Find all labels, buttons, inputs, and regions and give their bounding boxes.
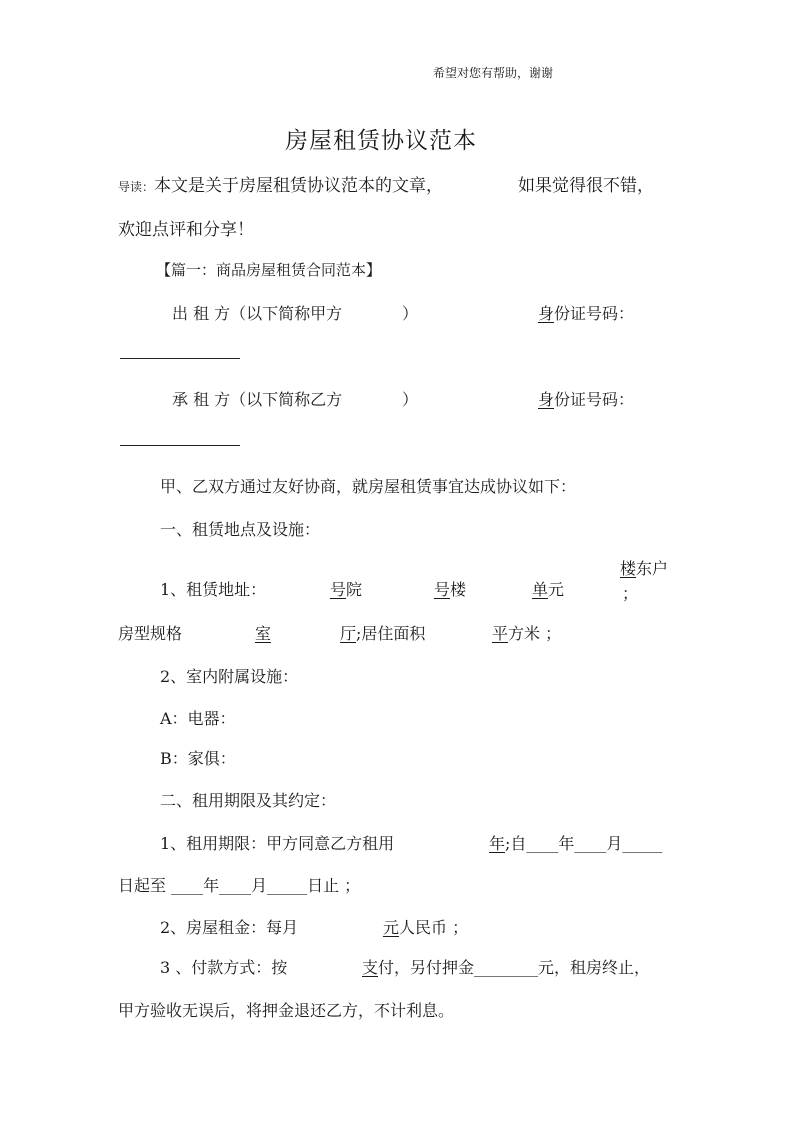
lessor-blank-line xyxy=(120,358,240,359)
address-building-unit: 楼东户 xyxy=(620,559,669,578)
agreement-line: 甲、乙双方通过友好协商，就房屋租赁事宜达成协议如下： xyxy=(160,477,577,496)
rent-label: 2、房屋租金：每月 xyxy=(160,918,299,937)
lessor-id-underlined: 身 xyxy=(538,304,555,323)
intro-line-2: 欢迎点评和分享！ xyxy=(118,220,254,240)
address-yard: 号院 xyxy=(330,580,363,599)
layout-hall-area: 厅;居住面积 xyxy=(340,624,426,643)
rent-currency: 元人民币 ； xyxy=(383,918,469,937)
lessee-paren-close: ） xyxy=(402,390,419,409)
document-title: 房屋租赁协议范本 xyxy=(285,128,477,154)
lessee-blank-line xyxy=(120,445,240,446)
payment-line-2: 甲方验收无误后，将押金退还乙方，不计利息。 xyxy=(118,1001,455,1020)
term-dates: 年;自____年____月_____ xyxy=(489,834,663,853)
term-label: 1、租用期限：甲方同意乙方租用 xyxy=(160,834,395,853)
facilities-heading: 2、室内附属设施： xyxy=(160,667,299,686)
payment-label: 3 、付款方式：按 xyxy=(160,958,288,977)
header-note: 希望对您有帮助，谢谢 xyxy=(433,66,554,80)
intro-text-b: 如果觉得很不错， xyxy=(518,176,654,196)
intro-tag: 导读： xyxy=(118,180,155,194)
address-building: 号楼 xyxy=(434,580,467,599)
furniture-line: B：家俱： xyxy=(160,749,236,768)
chapter-heading: 【篇一：商品房屋租赁合同范本】 xyxy=(156,261,382,279)
address-label: 1、租赁地址： xyxy=(160,580,267,599)
intro-line-1 xyxy=(118,171,443,196)
lessor-label: 出 租 方（以下简称甲方 xyxy=(172,304,343,323)
lessor-id-label: 身份证号码： xyxy=(538,304,635,323)
lessee-label: 承 租 方（以下简称乙方 xyxy=(172,390,343,409)
lessor-paren-close: ） xyxy=(402,304,419,323)
section-1-heading: 一、租赁地点及设施： xyxy=(160,520,321,539)
payment-method: 支付，另付押金________元，租房终止， xyxy=(362,958,651,977)
address-semicolon: ； xyxy=(622,584,639,603)
layout-square-meters: 平方米 ； xyxy=(492,624,562,643)
layout-room: 室 xyxy=(255,624,272,643)
address-unit: 单元 xyxy=(532,580,565,599)
term-line-2: 日起至 ____年____月_____日止 ； xyxy=(118,876,361,895)
section-2-heading: 二、租用期限及其约定： xyxy=(160,791,337,810)
layout-label: 房型规格 xyxy=(118,624,183,643)
lessee-id-underlined: 身 xyxy=(538,390,555,409)
appliances-line: A：电器： xyxy=(160,709,236,728)
lessee-id-label: 身份证号码： xyxy=(538,390,635,409)
intro-text-a: 本文是关于房屋租赁协议范本的文章， xyxy=(154,176,444,196)
